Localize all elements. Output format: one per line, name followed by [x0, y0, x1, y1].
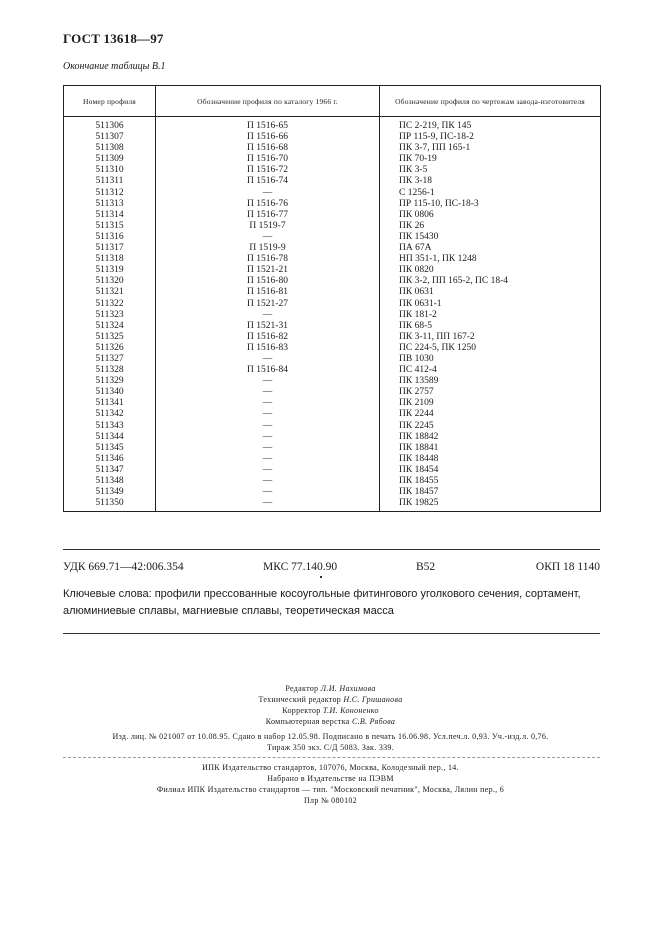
mks-code: МКС 77.140.90: [263, 561, 338, 573]
cell-drawing-designation: ПК 0806: [380, 210, 601, 221]
cell-profile-number: 511312: [64, 188, 156, 199]
cell-catalog-designation: —: [156, 376, 380, 387]
cell-drawing-designation: ПК 18448: [380, 454, 601, 465]
cell-profile-number: 511325: [64, 332, 156, 343]
cell-profile-number: 511345: [64, 443, 156, 454]
cell-catalog-designation: П 1516-76: [156, 199, 380, 210]
cell-drawing-designation: ПК 3-18: [380, 176, 601, 187]
cell-drawing-designation: ПС 2-219, ПК 145: [380, 117, 601, 133]
cell-catalog-designation: П 1521-27: [156, 299, 380, 310]
cell-catalog-designation: П 1516-72: [156, 165, 380, 176]
publisher-line-2: Набрано в Издательстве на ПЭВМ: [267, 774, 394, 783]
dashed-divider: [63, 757, 600, 758]
credit-tech-editor: Технический редактор Н.С. Гришанова: [258, 695, 403, 704]
cell-catalog-designation: П 1516-65: [156, 117, 380, 133]
print-info-line-1: Изд. лиц. № 021007 от 10.08.95. Сдано в набор 12.05.98. Подписано в печать 16.06.98. Усл.печ.л. 0,93. Уч.-изд.л. 0,76.: [112, 732, 549, 741]
credit-proofreader: Корректор Т.И. Кононенко: [282, 706, 379, 715]
cell-profile-number: 511319: [64, 265, 156, 276]
cell-drawing-designation: ПК 0631: [380, 287, 601, 298]
cell-catalog-designation: П 1516-66: [156, 132, 380, 143]
cell-drawing-designation: ПК 13589: [380, 376, 601, 387]
column-header-profile-number: Номер профиля: [64, 86, 156, 117]
cell-catalog-designation: П 1519-7: [156, 221, 380, 232]
cell-profile-number: 511306: [64, 117, 156, 133]
cell-profile-number: 511308: [64, 143, 156, 154]
table-row: [64, 498, 601, 512]
cell-catalog-designation: —: [156, 487, 380, 498]
cell-profile-number: 511326: [64, 343, 156, 354]
cell-catalog-designation: —: [156, 421, 380, 432]
cell-drawing-designation: ПК 2757: [380, 387, 601, 398]
cell-profile-number: 511316: [64, 232, 156, 243]
cell-drawing-designation: ПК 3-2, ПП 165-2, ПС 18-4: [380, 276, 601, 287]
table-row: [64, 188, 601, 199]
cell-catalog-designation: —: [156, 465, 380, 476]
column-header-catalog-1966: Обозначение профиля по каталогу 1966 г.: [156, 86, 380, 117]
cell-profile-number: 511323: [64, 310, 156, 321]
table-row: [64, 432, 601, 443]
cell-catalog-designation: —: [156, 310, 380, 321]
cell-profile-number: 511320: [64, 276, 156, 287]
table-row: [64, 232, 601, 243]
cell-catalog-designation: —: [156, 454, 380, 465]
cell-drawing-designation: ПК 18454: [380, 465, 601, 476]
column-header-factory-drawing: Обозначение профиля по чертежам завода-изготовителя: [380, 86, 601, 117]
group-code: В52: [416, 561, 436, 573]
cell-profile-number: 511343: [64, 421, 156, 432]
table-body: [64, 117, 601, 512]
cell-drawing-designation: НП 351-1, ПК 1248: [380, 254, 601, 265]
cell-profile-number: 511342: [64, 409, 156, 420]
credits-block: [0, 683, 661, 727]
divider-line: [63, 633, 600, 634]
table-row: [64, 310, 601, 321]
cell-catalog-designation: —: [156, 188, 380, 199]
table-row: [64, 132, 601, 143]
cell-catalog-designation: П 1519-9: [156, 243, 380, 254]
cell-drawing-designation: ПА 67А: [380, 243, 601, 254]
cell-catalog-designation: —: [156, 354, 380, 365]
cell-drawing-designation: ПК 18841: [380, 443, 601, 454]
table-row: [64, 465, 601, 476]
cell-catalog-designation: —: [156, 232, 380, 243]
cell-drawing-designation: ПК 3-5: [380, 165, 601, 176]
cell-catalog-designation: —: [156, 498, 380, 512]
cell-drawing-designation: ПК 3-11, ПП 167-2: [380, 332, 601, 343]
table-caption: Окончание таблицы В.1: [63, 61, 166, 72]
cell-drawing-designation: ПК 3-7, ПП 165-1: [380, 143, 601, 154]
cell-profile-number: 511324: [64, 321, 156, 332]
cell-profile-number: 511329: [64, 376, 156, 387]
cell-catalog-designation: П 1516-74: [156, 176, 380, 187]
publisher-line-1: ИПК Издательство стандартов, 107076, Москва, Колодезный пер., 14.: [202, 763, 459, 772]
cell-drawing-designation: ПК 15430: [380, 232, 601, 243]
table-row: [64, 365, 601, 376]
cell-catalog-designation: П 1516-78: [156, 254, 380, 265]
cell-catalog-designation: —: [156, 409, 380, 420]
cell-drawing-designation: ПК 18842: [380, 432, 601, 443]
cell-catalog-designation: П 1516-77: [156, 210, 380, 221]
document-code: ГОСТ 13618—97: [63, 31, 164, 46]
cell-catalog-designation: П 1516-68: [156, 143, 380, 154]
cell-drawing-designation: ПК 26: [380, 221, 601, 232]
table-row: [64, 221, 601, 232]
cell-catalog-designation: —: [156, 443, 380, 454]
cell-profile-number: 511315: [64, 221, 156, 232]
cell-drawing-designation: ПК 2244: [380, 409, 601, 420]
table-row: [64, 199, 601, 210]
table-row: [64, 287, 601, 298]
cell-profile-number: 511310: [64, 165, 156, 176]
cell-drawing-designation: ПВ 1030: [380, 354, 601, 365]
cell-profile-number: 511341: [64, 398, 156, 409]
table-row: [64, 117, 601, 133]
cell-profile-number: 511346: [64, 454, 156, 465]
profiles-table: [63, 85, 601, 512]
udk-code: УДК 669.71—42:006.354: [63, 561, 184, 573]
table-row: [64, 299, 601, 310]
cell-profile-number: 511318: [64, 254, 156, 265]
cell-profile-number: 511348: [64, 476, 156, 487]
cell-catalog-designation: П 1521-21: [156, 265, 380, 276]
cell-catalog-designation: —: [156, 476, 380, 487]
print-info: [0, 731, 661, 753]
cell-profile-number: 511314: [64, 210, 156, 221]
cell-profile-number: 511327: [64, 354, 156, 365]
cell-catalog-designation: П 1516-81: [156, 287, 380, 298]
credit-editor: Редактор Л.И. Нахимова: [285, 684, 376, 693]
cell-catalog-designation: —: [156, 398, 380, 409]
cell-drawing-designation: ПК 0631-1: [380, 299, 601, 310]
publisher-line-4: Плр № 080102: [303, 796, 357, 805]
cell-catalog-designation: П 1516-82: [156, 332, 380, 343]
table-row: [64, 409, 601, 420]
cell-catalog-designation: П 1516-80: [156, 276, 380, 287]
cell-drawing-designation: ПК 18457: [380, 487, 601, 498]
print-info-line-2: Тираж 350 экз. С/Д 5083. Зак. 339.: [266, 743, 395, 752]
table-row: [64, 387, 601, 398]
table-row: [64, 210, 601, 221]
cell-drawing-designation: С 1256-1: [380, 188, 601, 199]
credit-layout: Компьютерная верстка С.В. Рябова: [265, 717, 396, 726]
cell-profile-number: 511350: [64, 498, 156, 512]
cell-drawing-designation: ПС 412-4: [380, 365, 601, 376]
cell-drawing-designation: ПК 68-5: [380, 321, 601, 332]
table-row: [64, 476, 601, 487]
keywords-text: Ключевые слова: профили прессованные косоугольные фитингового уголкового сечения, сортамент, алюминиевые сплавы, магниевые сплавы, теоретическая масса: [63, 588, 581, 617]
cell-drawing-designation: ПК 2245: [380, 421, 601, 432]
cell-catalog-designation: П 1516-84: [156, 365, 380, 376]
table-row: [64, 165, 601, 176]
cell-catalog-designation: П 1516-83: [156, 343, 380, 354]
cell-catalog-designation: —: [156, 432, 380, 443]
cell-catalog-designation: —: [156, 387, 380, 398]
cell-profile-number: 511347: [64, 465, 156, 476]
table-row: [64, 454, 601, 465]
cell-drawing-designation: ПР 115-9, ПС-18-2: [380, 132, 601, 143]
cell-catalog-designation: П 1516-70: [156, 154, 380, 165]
cell-drawing-designation: ПК 0820: [380, 265, 601, 276]
table-row: [64, 343, 601, 354]
cell-profile-number: 511317: [64, 243, 156, 254]
cell-drawing-designation: ПК 2109: [380, 398, 601, 409]
okp-code: ОКП 18 1140: [535, 561, 600, 573]
cell-drawing-designation: ПК 19825: [380, 498, 601, 512]
cell-profile-number: 511309: [64, 154, 156, 165]
table-row: [64, 398, 601, 409]
table-row: [64, 265, 601, 276]
table-row: [64, 276, 601, 287]
cell-profile-number: 511328: [64, 365, 156, 376]
cell-profile-number: 511313: [64, 199, 156, 210]
cell-profile-number: 511321: [64, 287, 156, 298]
dot-mark: [320, 576, 322, 578]
cell-profile-number: 511322: [64, 299, 156, 310]
table-row: [64, 376, 601, 387]
table-row: [64, 321, 601, 332]
cell-drawing-designation: ПК 70-19: [380, 154, 601, 165]
cell-profile-number: 511349: [64, 487, 156, 498]
cell-profile-number: 511340: [64, 387, 156, 398]
table-row: [64, 354, 601, 365]
table-row: [64, 176, 601, 187]
cell-profile-number: 511311: [64, 176, 156, 187]
cell-catalog-designation: П 1521-31: [156, 321, 380, 332]
table-row: [64, 243, 601, 254]
cell-drawing-designation: ПК 18455: [380, 476, 601, 487]
table-row: [64, 154, 601, 165]
table-row: [64, 443, 601, 454]
publisher-info: [0, 762, 661, 806]
cell-profile-number: 511344: [64, 432, 156, 443]
divider-line: [63, 549, 600, 550]
table-header-row: [64, 86, 601, 117]
table-row: [64, 143, 601, 154]
table-row: [64, 487, 601, 498]
cell-drawing-designation: ПР 115-10, ПС-18-3: [380, 199, 601, 210]
cell-drawing-designation: ПС 224-5, ПК 1250: [380, 343, 601, 354]
cell-drawing-designation: ПК 181-2: [380, 310, 601, 321]
publisher-line-3: Филиал ИПК Издательство стандартов — тип. "Московский печатник", Москва, Лялин пер., 6: [156, 785, 505, 794]
cell-profile-number: 511307: [64, 132, 156, 143]
table-row: [64, 254, 601, 265]
table-row: [64, 421, 601, 432]
table-row: [64, 332, 601, 343]
